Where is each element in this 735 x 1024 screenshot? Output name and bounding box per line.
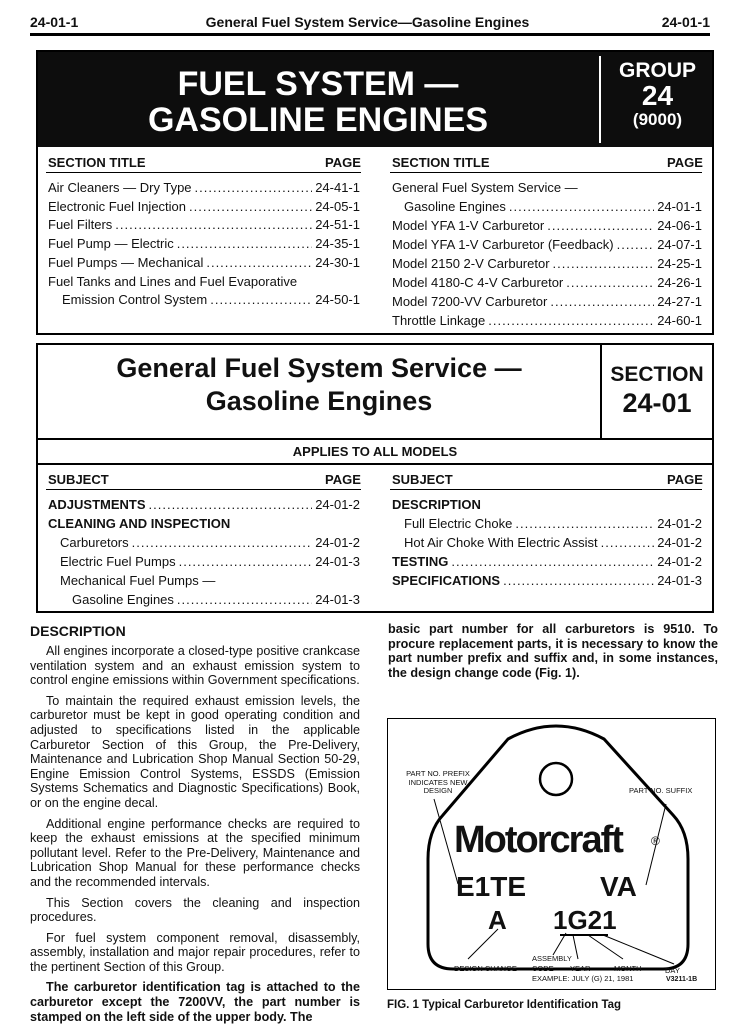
motorcraft-logo: Motorcraft [454,819,622,861]
toc-entry-title: Gasoline Engines [72,592,174,607]
figure-caption: FIG. 1 Typical Carburetor Identification Tag [387,999,622,1011]
toc-entry-title: Fuel Tanks and Lines and Fuel Evaporative [48,273,298,289]
toc-row [392,178,702,197]
paragraph-right: basic part number for all carburetors is 9510. To procure replacement parts, it is necessary to know the part number prefix and suffix and, in some instances, the design change code (Fig. 1). [388,622,718,680]
toc-leader-dots [550,292,654,311]
assembly-code: 1G21 [553,905,617,935]
toc-entry-page: 24-01-2 [315,497,360,512]
toc-entry-title: Throttle Linkage [392,313,486,328]
toc-entry-page: 24-01-1 [657,199,702,214]
toc-leader-dots [515,514,654,533]
group-number: 24 [641,80,674,111]
toc-row [392,273,702,292]
toc-entry-title: Model YFA 1-V Carburetor [392,218,545,233]
toc-entry-page: 24-01-2 [657,554,702,569]
toc-row [392,292,702,311]
toc-entry-title: SPECIFICATIONS [392,573,501,588]
toc-entry-title: Model 4180-C 4-V Carburetor [392,275,564,290]
toc-row [72,590,360,609]
header-left-code: 24-01-1 [30,14,79,30]
toc-entry-title: Model YFA 1-V Carburetor (Feedback) [392,237,614,252]
label-day: DAY [665,966,680,975]
toc-entry-title: Mechanical Fuel Pumps — [60,573,216,588]
toc-leader-dots [617,235,655,254]
toc-row [404,514,702,533]
toc-leader-dots [195,178,313,197]
paragraph-5: For fuel system component removal, disassembly, assembly, installation and major repair procedures, refer to the pertinent Section of this Group. [30,930,360,974]
toc-entry-title: Fuel Filters [48,217,113,233]
figure-frame [387,718,716,990]
toc-entry-page: 24-01-2 [657,535,702,550]
applies-to-all-models: APPLIES TO ALL MODELS [292,444,458,459]
toc-entry-page: 24-25-1 [657,256,702,271]
paragraph-4: This Section covers the cleaning and inspection procedures. [30,895,360,925]
toc-row [60,552,360,571]
toc-row [48,215,360,234]
toc-row [48,197,360,216]
toc-row [48,495,360,514]
toc-entry-title: TESTING [392,554,449,569]
suffix-code: VA [600,871,637,902]
toc-row [48,234,360,253]
toc-leader-dots [179,552,313,571]
toc-leader-dots [115,215,312,234]
subject-right-page-header: PAGE [667,472,703,487]
body-right-column [388,622,718,680]
toc-entry-title: CLEANING AND INSPECTION [48,516,231,531]
label-year: YEAR [570,964,591,973]
toc-row [48,178,360,197]
toc-leader-dots [553,254,655,273]
toc-right-rule [390,172,702,173]
toc-leader-dots [509,197,654,216]
label-design-change: DESIGN CHANGE [454,964,517,973]
header-right-code: 24-01-1 [661,14,710,30]
toc-row [392,495,702,514]
tag-hole [540,763,572,795]
toc-entry-title: General Fuel System Service — [392,180,578,195]
body-left-column [30,644,360,1024]
paragraph-6: The carburetor identification tag is attached to the carburetor except the 7200VV, the part number is stamped on the left side of the upper body. The [30,980,360,1024]
toc-entry-page: 24-07-1 [657,237,702,252]
toc-row [48,253,360,272]
paragraph-2: To maintain the required exhaust emission levels, the carburetor must be kept in good operating condition and adjusted to specifications listed in the applicable Carburetor Section of this Group, the Pre-Delivery, Maintenance and Lubrication Shop Manual Section 50-29, Engine Emission Control Systems, ESSDS (Emission Systems Schematics and Diagnostic Specifications) Book, or on the engine decal. [30,693,360,810]
header-title: General Fuel System Service—Gasoline Engines [205,14,530,30]
design-change-code: A [488,905,507,935]
group-banner [38,52,712,147]
paragraph-3: Additional engine performance checks are required to keep the exhaust emissions at the specified minimum pollutant level. Refer to the Pre-Delivery, Maintenance and Lubrication Shop Manual for these performance checks and the recommended intervals. [30,816,360,889]
toc-leader-dots [547,216,654,235]
toc-entry-title: Model 2150 2-V Carburetor [392,256,550,271]
toc-entry-page: 24-60-1 [657,313,702,328]
label-code: CODE [532,964,554,973]
applies-rule [38,463,712,465]
toc-entry-page: 24-26-1 [657,275,702,290]
toc-entry-title: Model 7200-VV Carburetor [392,294,548,309]
section-label: SECTION [610,363,704,386]
section-badge [602,362,712,418]
toc-leader-dots [566,273,654,292]
toc-right-section-header: SECTION TITLE [392,155,490,170]
toc-entry-page: 24-27-1 [657,294,702,309]
toc-row [392,216,702,235]
toc-left-section-header: SECTION TITLE [48,155,146,170]
prefix-code: E1TE [456,871,527,902]
toc-leader-dots [503,571,654,590]
toc-row [60,533,360,552]
toc-entry-title: Air Cleaners — Dry Type [48,180,192,195]
toc-leader-dots [601,533,655,552]
figure-ref: V3211-1B [666,976,698,983]
subject-left-header: SUBJECT [48,472,109,487]
toc-row [392,254,702,273]
toc-row [392,571,702,590]
group-badge [603,60,712,130]
toc-entry-title: DESCRIPTION [392,497,481,512]
label-assembly: ASSEMBLY [532,954,572,963]
toc-entry-page: 24-30-1 [315,254,360,270]
group-code: (9000) [632,110,683,129]
section-title-line1: General Fuel System Service — [116,353,522,383]
toc-row [404,197,702,216]
subject-right-rule [390,489,702,490]
toc-entry-title: Hot Air Choke With Electric Assist [404,535,598,550]
header-rule [30,33,710,36]
toc-entry-page: 24-01-3 [657,573,702,588]
paragraph-1: All engines incorporate a closed-type positive crankcase ventilation system and an exhaust emission system to control engine emissions within Government specifications. [30,644,360,688]
group-divider [599,56,601,143]
toc-leader-dots [210,290,312,309]
toc-leader-dots [451,552,654,571]
label-part-prefix: PART NO. PREFIX INDICATES NEW DESIGN [406,769,470,795]
toc-leader-dots [206,253,312,272]
section-number: 24-01 [622,388,692,418]
group-title-line2: GASOLINE ENGINES [147,101,489,139]
toc-entry-page: 24-51-1 [315,217,360,233]
toc-entry-title: Electronic Fuel Injection [48,198,187,214]
registered-mark: ® [651,834,660,848]
toc-row [392,311,702,330]
section-title-line2: Gasoline Engines [205,386,433,416]
toc-entry-page: 24-01-2 [315,535,360,550]
toc-entry-title: Electric Fuel Pumps [60,554,176,569]
subject-left-rule [46,489,361,490]
toc-right-page-header: PAGE [667,155,703,170]
toc-row [392,235,702,254]
subject-left-page-header: PAGE [325,472,361,487]
toc-entry-page: 24-05-1 [315,198,360,214]
section-title [38,352,600,418]
label-month: MONTH [614,964,642,973]
toc-entry-title: Full Electric Choke [404,516,513,531]
toc-left-page-header: PAGE [325,155,361,170]
toc-left-rule [46,172,361,173]
toc-leader-dots [177,590,312,609]
toc-entry-title: Fuel Pump — Electric [48,236,174,252]
group-label: GROUP [618,59,696,82]
group-title-line1: FUEL SYSTEM — [177,65,459,103]
toc-entry-page: 24-35-1 [315,236,360,252]
toc-entry-page: 24-06-1 [657,218,702,233]
toc-entry-title: Carburetors [60,535,129,550]
example-text: EXAMPLE: JULY (G) 21, 1981 [532,974,634,983]
toc-leader-dots [132,533,313,552]
toc-leader-dots [488,311,654,330]
subject-right-header: SUBJECT [392,472,453,487]
toc-entry-title: ADJUSTMENTS [48,497,146,512]
toc-leader-dots [189,197,312,216]
toc-row [404,533,702,552]
toc-entry-page: 24-01-3 [315,592,360,607]
toc-entry-page: 24-01-2 [657,516,702,531]
label-part-suffix: PART NO. SUFFIX [629,786,693,795]
description-heading: DESCRIPTION [30,623,126,639]
toc-entry-page: 24-50-1 [315,292,360,308]
toc-entry-title: Emission Control System [62,292,208,308]
group-title [38,66,598,138]
toc-entry-title: Fuel Pumps — Mechanical [48,254,204,270]
toc-row [48,514,360,533]
section-rule [38,438,712,440]
toc-row [60,571,360,590]
toc-leader-dots [149,495,313,514]
toc-leader-dots [177,234,312,253]
toc-entry-page: 24-01-3 [315,554,360,569]
toc-row [62,290,360,309]
toc-entry-title: Gasoline Engines [404,199,506,214]
toc-entry-page: 24-41-1 [315,180,360,195]
toc-row [392,552,702,571]
toc-row [48,272,360,291]
